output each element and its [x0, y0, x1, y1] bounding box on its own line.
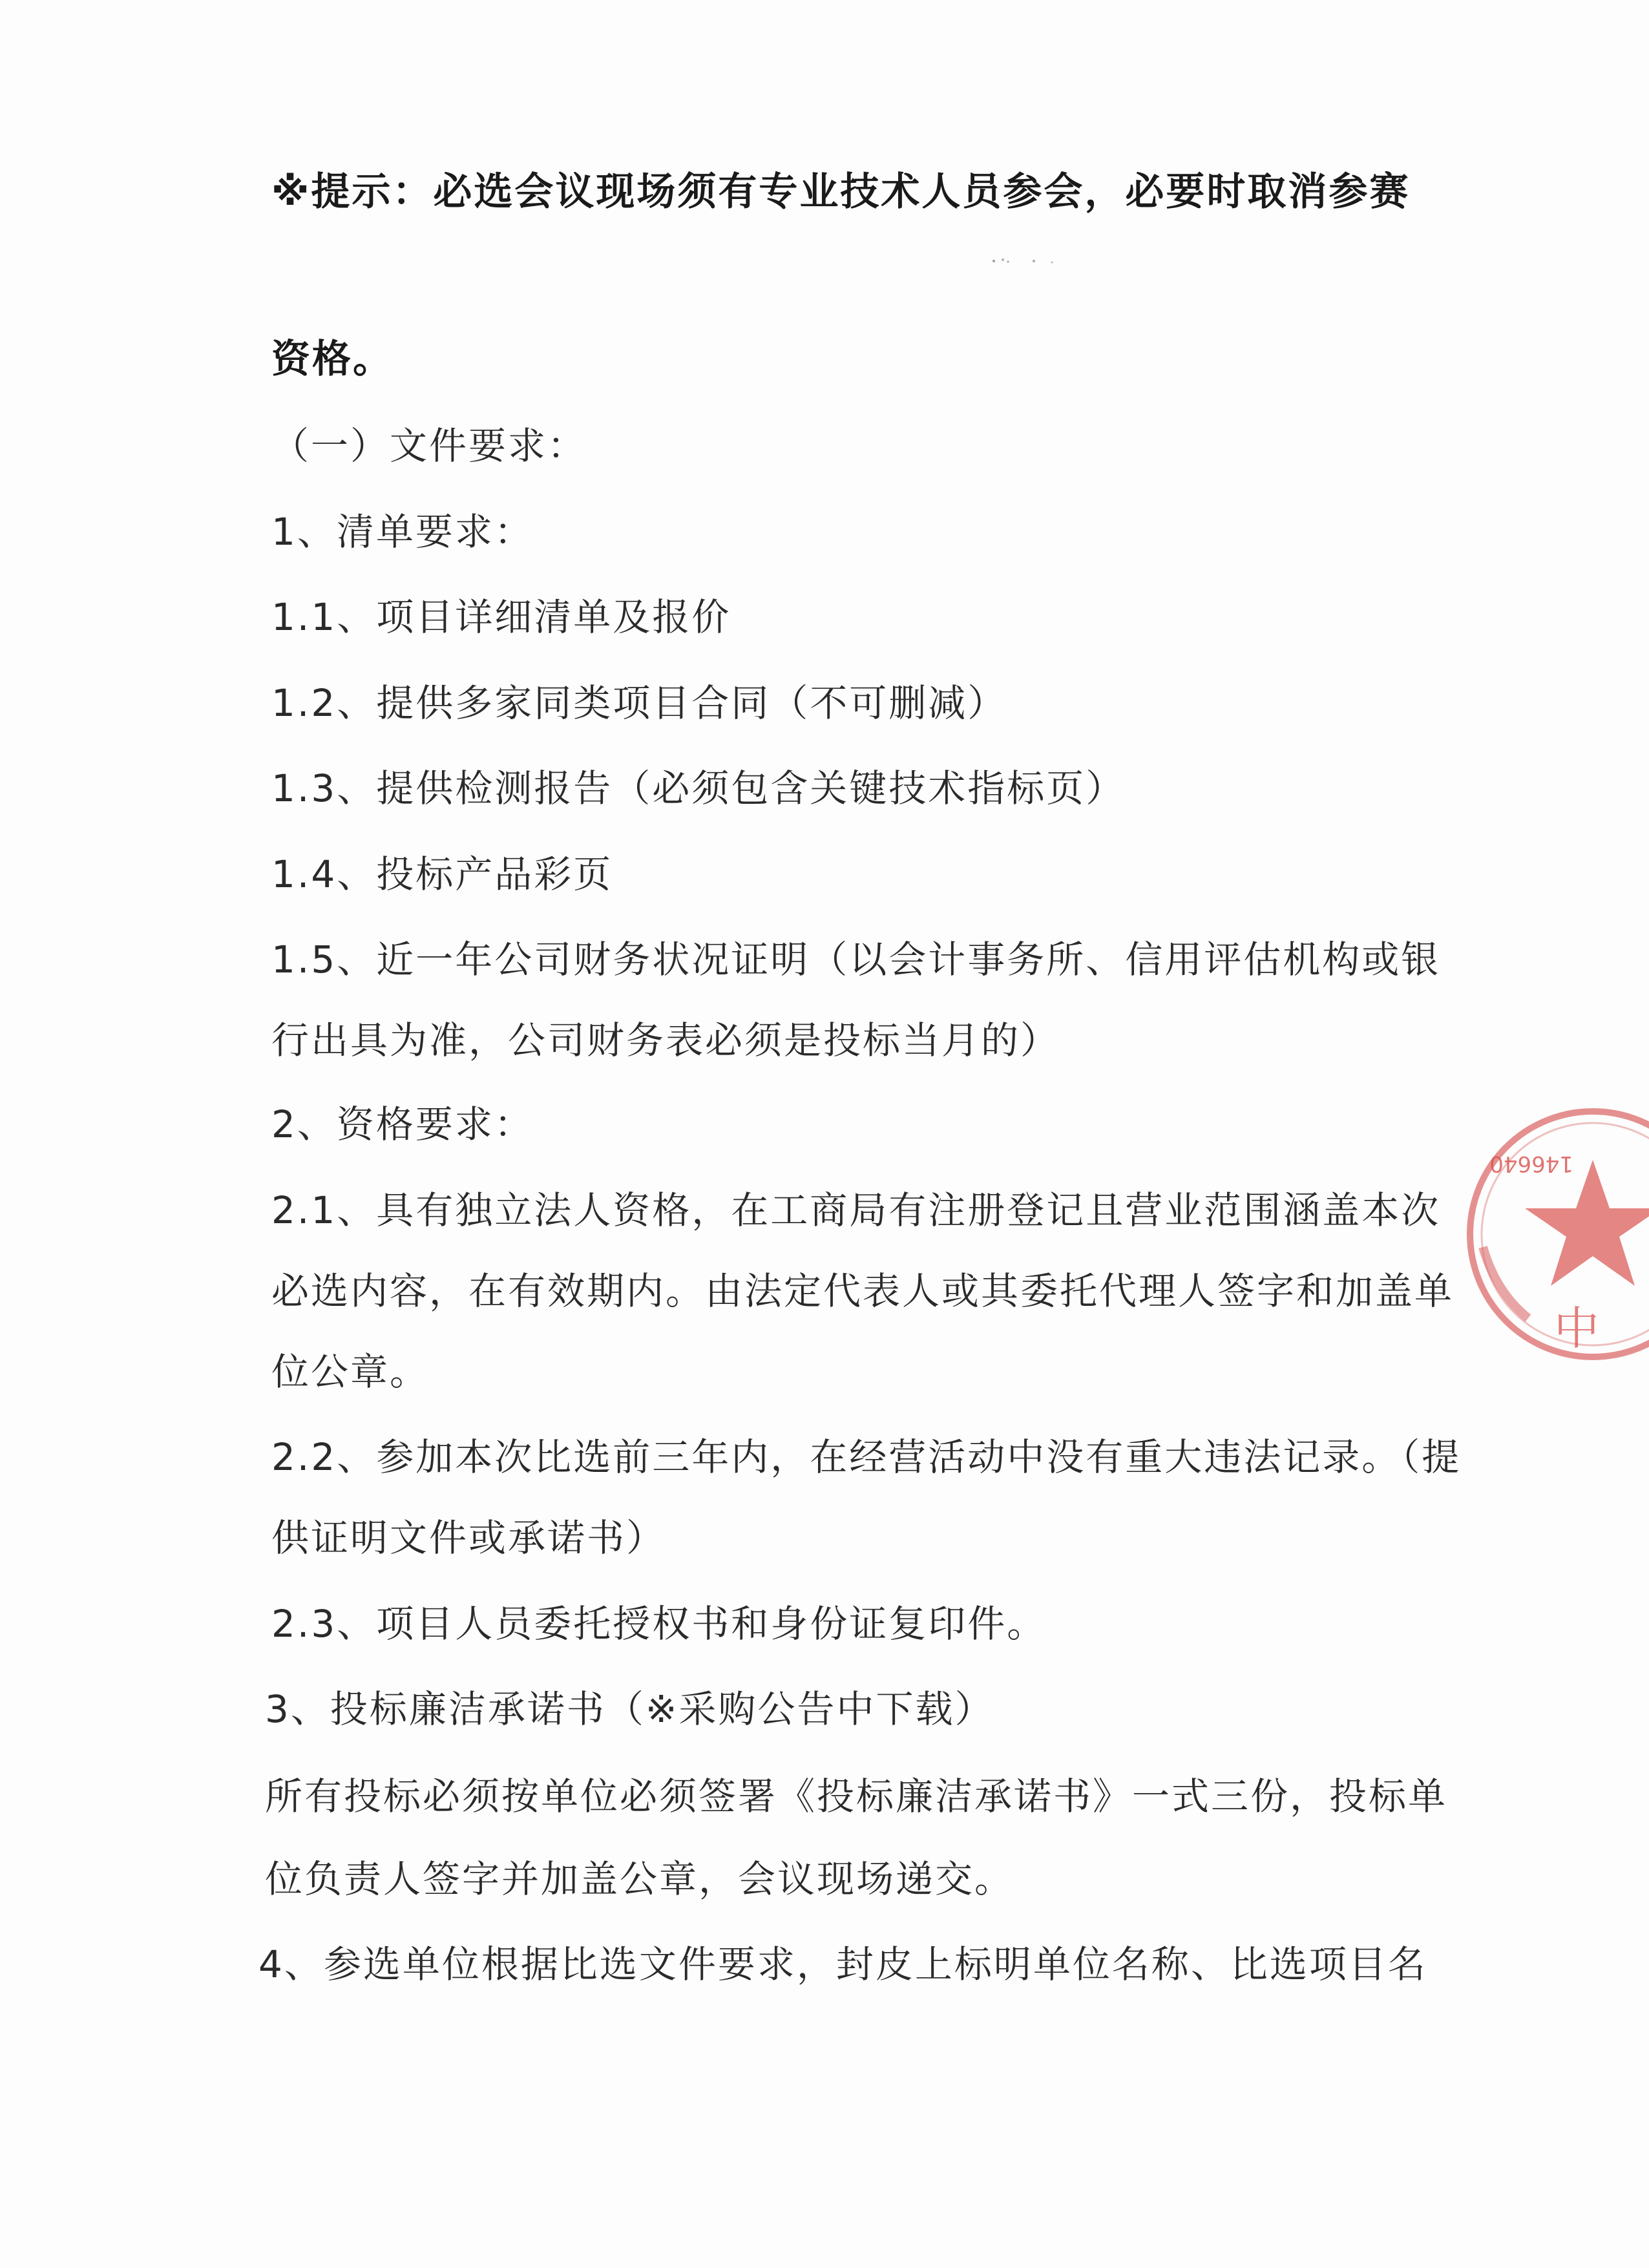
list-item-2-1-line-1: 2.1、具有独立法人资格，在工商局有注册登记且营业范围涵盖本次: [271, 1188, 1441, 1232]
list-item-1-3: 1.3、提供检测报告（必须包含关键技术指标页）: [271, 766, 1126, 810]
scan-speck: [989, 256, 1060, 266]
list-item-2-3: 2.3、项目人员委托授权书和身份证复印件。: [271, 1602, 1047, 1646]
section-heading-file-requirements: （一）文件要求：: [271, 424, 587, 468]
notice-line-2: 资格。: [271, 337, 394, 382]
list-item-2-2-line-1: 2.2、参加本次比选前三年内，在经营活动中没有重大违法记录。（提: [271, 1435, 1462, 1479]
list-item-1-1: 1.1、项目详细清单及报价: [271, 595, 731, 639]
list-item-1: 1、清单要求：: [271, 510, 534, 554]
notice-line-1: ※提示：必选会议现场须有专业技术人员参会，必要时取消参赛: [271, 169, 1411, 215]
list-item-2: 2、资格要求：: [271, 1102, 534, 1146]
list-item-1-5-line-2: 行出具为准，公司财务表必须是投标当月的）: [271, 1018, 1060, 1062]
list-item-3-body-line-2: 位负责人签字并加盖公章，会议现场递交。: [265, 1857, 1014, 1901]
list-item-1-4: 1.4、投标产品彩页: [271, 852, 613, 896]
seal-number: 146640: [1489, 1151, 1573, 1177]
list-item-3-body-line-1: 所有投标必须按单位必须签署《投标廉洁承诺书》一式三份，投标单: [265, 1774, 1448, 1818]
list-item-4: 4、参选单位根据比选文件要求，封皮上标明单位名称、比选项目名: [258, 1942, 1427, 1986]
list-item-2-2-line-2: 供证明文件或承诺书）: [271, 1516, 666, 1560]
list-item-3: 3、投标廉洁承诺书（※采购公告中下载）: [265, 1687, 994, 1731]
seal-text: 中: [1554, 1302, 1599, 1355]
list-item-1-5-line-1: 1.5、近一年公司财务状况证明（以会计事务所、信用评估机构或银: [271, 938, 1441, 982]
official-seal-stamp: [1457, 1098, 1649, 1370]
list-item-1-2: 1.2、提供多家同类项目合同（不可删减）: [271, 681, 1007, 725]
list-item-2-1-line-2: 必选内容，在有效期内。由法定代表人或其委托代理人签字和加盖单: [271, 1269, 1455, 1313]
list-item-2-1-line-3: 位公章。: [271, 1350, 430, 1394]
